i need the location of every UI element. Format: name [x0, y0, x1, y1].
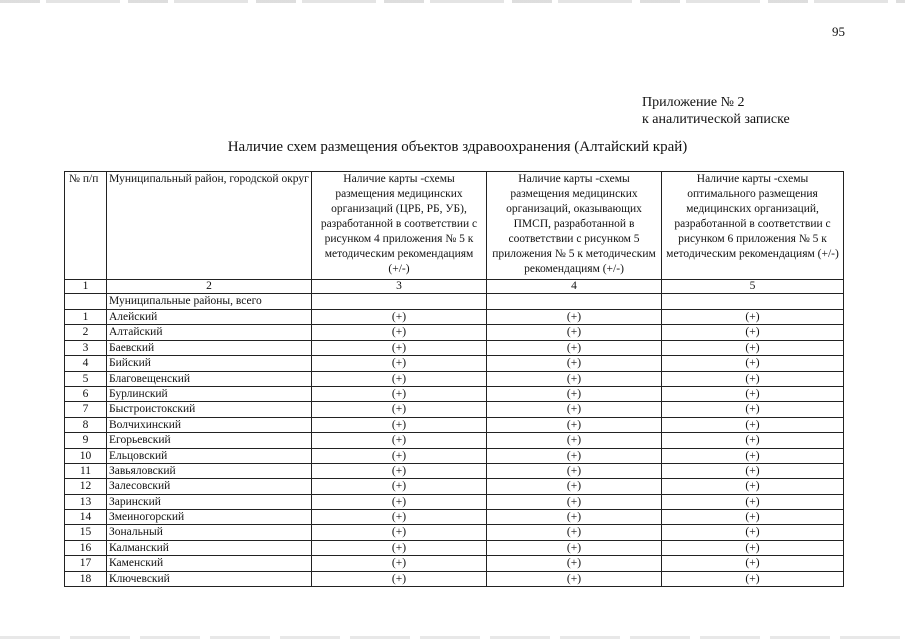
pmsp-map-value: (+) [487, 448, 662, 463]
table-row [65, 386, 844, 401]
row-number: 7 [65, 402, 107, 417]
row-number: 14 [65, 510, 107, 525]
pmsp-map-value: (+) [487, 356, 662, 371]
table-body [65, 294, 844, 587]
district-name: Баевский [107, 340, 312, 355]
optimal-map-value: (+) [662, 571, 844, 586]
optimal-map-value: (+) [662, 371, 844, 386]
appendix-line-1: Приложение № 2 [642, 95, 745, 110]
district-name: Волчихинский [107, 417, 312, 432]
pmsp-map-value: (+) [487, 510, 662, 525]
optimal-map-value: (+) [662, 463, 844, 478]
pmsp-map-value: (+) [487, 310, 662, 325]
optimal-map-value: (+) [662, 402, 844, 417]
district-name: Быстроистокский [107, 402, 312, 417]
scan-edge-top [0, 0, 905, 3]
row-number: 18 [65, 571, 107, 586]
optimal-map-value: (+) [662, 325, 844, 340]
crb-map-value: (+) [312, 433, 487, 448]
table-row [65, 371, 844, 386]
row-number: 2 [65, 325, 107, 340]
table-row [65, 463, 844, 478]
pmsp-map-value: (+) [487, 325, 662, 340]
table-row [65, 356, 844, 371]
district-name: Бийский [107, 356, 312, 371]
district-name: Алейский [107, 310, 312, 325]
crb-map-value: (+) [312, 540, 487, 555]
appendix-note [642, 94, 790, 128]
optimal-map-value: (+) [662, 356, 844, 371]
subtotal-row [65, 294, 844, 310]
optimal-map-value: (+) [662, 417, 844, 432]
row-number: 3 [65, 340, 107, 355]
optimal-map-value: (+) [662, 556, 844, 571]
row-number: 8 [65, 417, 107, 432]
crb-map-value: (+) [312, 479, 487, 494]
pmsp-map-value: (+) [487, 433, 662, 448]
row-number: 15 [65, 525, 107, 540]
header-number: № п/п [65, 172, 107, 280]
district-name: Заринский [107, 494, 312, 509]
row-number: 5 [65, 371, 107, 386]
row-number: 9 [65, 433, 107, 448]
pmsp-map-value: (+) [487, 479, 662, 494]
row-number: 12 [65, 479, 107, 494]
header-municipality: Муниципальный район, городской округ [107, 172, 312, 280]
optimal-map-value: (+) [662, 479, 844, 494]
district-name: Завьяловский [107, 463, 312, 478]
crb-map-value: (+) [312, 556, 487, 571]
crb-map-value: (+) [312, 571, 487, 586]
optimal-map-value: (+) [662, 510, 844, 525]
optimal-map-value: (+) [662, 433, 844, 448]
row-number: 10 [65, 448, 107, 463]
table-row [65, 479, 844, 494]
table-row [65, 571, 844, 586]
optimal-map-value: (+) [662, 448, 844, 463]
pmsp-map-value: (+) [487, 571, 662, 586]
table-row [65, 310, 844, 325]
district-name: Алтайский [107, 325, 312, 340]
healthcare-schemes-table [64, 171, 844, 587]
pmsp-map-value: (+) [487, 463, 662, 478]
crb-map-value: (+) [312, 448, 487, 463]
table-row [65, 448, 844, 463]
row-number: 13 [65, 494, 107, 509]
crb-map-value: (+) [312, 371, 487, 386]
subtotal-label: Муниципальные районы, всего [107, 294, 312, 310]
table-row [65, 433, 844, 448]
subtotal-cell [312, 294, 487, 310]
subtotal-cell [662, 294, 844, 310]
table-row [65, 402, 844, 417]
district-name: Калманский [107, 540, 312, 555]
table-row [65, 494, 844, 509]
table-row [65, 525, 844, 540]
district-name: Ключевский [107, 571, 312, 586]
crb-map-value: (+) [312, 340, 487, 355]
pmsp-map-value: (+) [487, 540, 662, 555]
pmsp-map-value: (+) [487, 340, 662, 355]
row-number: 6 [65, 386, 107, 401]
crb-map-value: (+) [312, 417, 487, 432]
subtotal-cell [487, 294, 662, 310]
document-title: Наличие схем размещения объектов здравоохранения (Алтайский край) [227, 139, 688, 155]
page-number: 95 [832, 24, 845, 39]
crb-map-value: (+) [312, 525, 487, 540]
optimal-map-value: (+) [662, 386, 844, 401]
row-number: 17 [65, 556, 107, 571]
crb-map-value: (+) [312, 356, 487, 371]
row-number: 4 [65, 356, 107, 371]
crb-map-value: (+) [312, 310, 487, 325]
column-number: 1 [65, 280, 107, 294]
pmsp-map-value: (+) [487, 386, 662, 401]
table-row [65, 417, 844, 432]
district-name: Змеиногорский [107, 510, 312, 525]
appendix-line-2: к аналитической записке [642, 112, 790, 127]
district-name: Залесовский [107, 479, 312, 494]
row-number: 11 [65, 463, 107, 478]
subtotal-number-cell [65, 294, 107, 310]
header-pmsp-map: Наличие карты -схемы размещения медицинских организаций, оказывающих ПМСП, разработанной в соответствии с рисунком 5 приложения № 5 к методическим рекомендациям (+/-) [487, 172, 662, 280]
table-row [65, 540, 844, 555]
row-number: 1 [65, 310, 107, 325]
district-name: Благовещенский [107, 371, 312, 386]
optimal-map-value: (+) [662, 540, 844, 555]
pmsp-map-value: (+) [487, 417, 662, 432]
column-number: 2 [107, 280, 312, 294]
pmsp-map-value: (+) [487, 402, 662, 417]
district-name: Бурлинский [107, 386, 312, 401]
crb-map-value: (+) [312, 386, 487, 401]
pmsp-map-value: (+) [487, 556, 662, 571]
district-name: Егорьевский [107, 433, 312, 448]
table-row [65, 556, 844, 571]
optimal-map-value: (+) [662, 494, 844, 509]
district-name: Ельцовский [107, 448, 312, 463]
column-number: 5 [662, 280, 844, 294]
optimal-map-value: (+) [662, 340, 844, 355]
pmsp-map-value: (+) [487, 525, 662, 540]
table-row [65, 340, 844, 355]
header-crb-map: Наличие карты -схемы размещения медицинских организаций (ЦРБ, РБ, УБ), разработанной в соответствии с рисунком 4 приложения № 5 к методическим рекомендациям (+/-) [312, 172, 487, 280]
crb-map-value: (+) [312, 463, 487, 478]
crb-map-value: (+) [312, 494, 487, 509]
column-number-row [65, 280, 844, 294]
column-number: 4 [487, 280, 662, 294]
district-name: Зональный [107, 525, 312, 540]
column-number: 3 [312, 280, 487, 294]
pmsp-map-value: (+) [487, 371, 662, 386]
district-name: Каменский [107, 556, 312, 571]
table-row [65, 325, 844, 340]
table-header-row [65, 172, 844, 280]
table-row [65, 510, 844, 525]
pmsp-map-value: (+) [487, 494, 662, 509]
header-optimal-map: Наличие карты -схемы оптимального размещения медицинских организаций, разработанной в соответствии с рисунком 6 приложения № 5 к методическим рекомендациям (+/-) [662, 172, 844, 280]
crb-map-value: (+) [312, 325, 487, 340]
optimal-map-value: (+) [662, 525, 844, 540]
crb-map-value: (+) [312, 510, 487, 525]
row-number: 16 [65, 540, 107, 555]
crb-map-value: (+) [312, 402, 487, 417]
optimal-map-value: (+) [662, 310, 844, 325]
